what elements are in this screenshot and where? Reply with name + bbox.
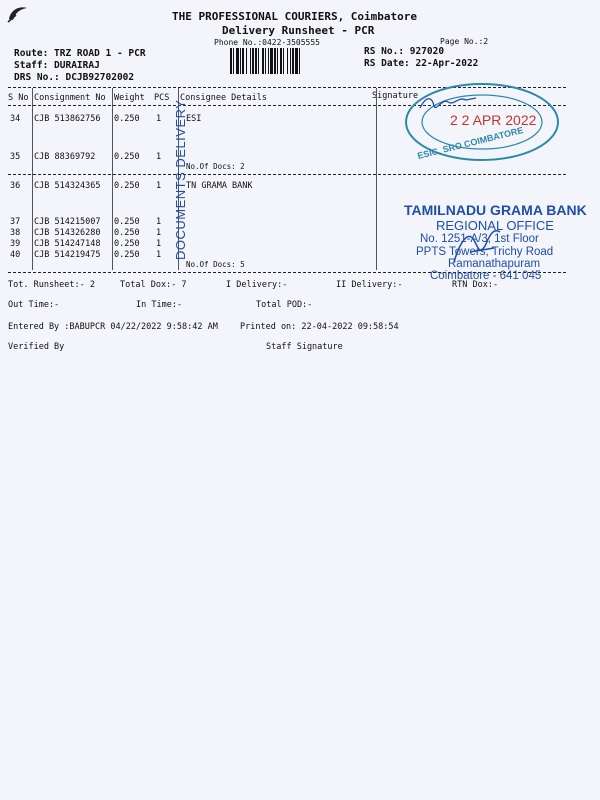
total-runsheet: Tot. Runsheet:- 2 xyxy=(8,280,95,290)
barcode-bar xyxy=(252,48,254,74)
consignee-name: TN GRAMA BANK xyxy=(186,181,253,191)
barcode-bar xyxy=(230,48,232,74)
consignee-name: ESI xyxy=(186,114,202,124)
table-row: 39 CJB 514247148 0.250 1 xyxy=(10,239,162,249)
col-signature: Signature xyxy=(372,91,419,101)
docs-count: No.Of Docs: 5 xyxy=(186,260,245,269)
rs-number: RS No.: 927020 xyxy=(364,46,445,57)
verified-by: Verified By xyxy=(8,342,65,352)
docs-count: No.Of Docs: 2 xyxy=(186,162,245,171)
table-row: 34 CJB 513862756 0.250 1 ESI xyxy=(10,114,202,124)
table-row: 37 CJB 514215007 0.250 1 xyxy=(10,217,162,227)
barcode-bar xyxy=(262,48,264,74)
barcode-bar xyxy=(287,48,288,74)
total-pod: Total POD:- xyxy=(256,300,313,310)
route: Route: TRZ ROAD 1 - PCR xyxy=(14,48,146,59)
group-rule xyxy=(8,174,566,175)
barcode-bar xyxy=(280,48,282,74)
bank-stamp-address: Coimbatore - 641 045 xyxy=(430,270,542,282)
table-row: 40 CJB 514219475 0.250 1 xyxy=(10,250,162,260)
out-time: Out Time:- xyxy=(8,300,60,310)
handwritten-signature xyxy=(418,92,478,114)
col-sno: S No xyxy=(8,93,29,103)
bank-stamp-address: Ramanathapuram xyxy=(448,258,541,270)
rtn-dox: RTN Dox:- xyxy=(452,280,499,290)
barcode-bar xyxy=(299,48,300,74)
handwritten-signature xyxy=(450,222,504,268)
company-logo xyxy=(6,4,30,27)
barcode-bar xyxy=(236,48,239,74)
barcode-bar xyxy=(290,48,291,74)
barcode-bar xyxy=(268,48,269,74)
barcode-bar xyxy=(255,48,257,74)
company-name: THE PROFESSIONAL COURIERS, Coimbatore xyxy=(172,10,418,23)
barcode-bar xyxy=(242,48,244,74)
table-row: 35 CJB 88369792 0.250 1 xyxy=(10,152,162,162)
i-delivery: I Delivery:- xyxy=(226,280,288,290)
rs-date: RS Date: 22-Apr-2022 xyxy=(364,58,479,69)
ii-delivery: II Delivery:- xyxy=(336,280,403,290)
staff-name: Staff: DURAIRAJ xyxy=(14,60,100,71)
bank-stamp-office: REGIONAL OFFICE xyxy=(436,218,554,233)
printed-on: Printed on: 22-04-2022 09:58:54 xyxy=(240,322,399,332)
drs-number: DRS No.: DCJB92702002 xyxy=(14,72,135,83)
phone-number: Phone No.:0422-3505555 xyxy=(214,38,320,47)
in-time: In Time:- xyxy=(136,300,183,310)
barcode-bar xyxy=(246,48,247,74)
table-row: 38 CJB 514326280 0.250 1 xyxy=(10,228,162,238)
barcode-bar xyxy=(250,48,251,74)
barcode-bar xyxy=(295,48,298,74)
barcode-bar xyxy=(265,48,266,74)
bank-stamp-name: TAMILNADU GRAMA BANK xyxy=(404,202,587,218)
barcode xyxy=(230,48,338,77)
barcode-bar xyxy=(274,48,276,74)
entered-by: Entered By :BABUPCR 04/22/2022 9:58:42 AM xyxy=(8,322,218,332)
barcode-bar xyxy=(277,48,278,74)
table-row: 36 CJB 514324365 0.250 1 TN GRAMA BANK xyxy=(10,181,253,191)
barcode-bar xyxy=(233,48,234,74)
barcode-bar xyxy=(240,48,241,74)
col-consignee-details: Consignee Details xyxy=(180,93,267,103)
barcode-bar xyxy=(283,48,284,74)
total-dox: Total Dox:- 7 xyxy=(120,280,187,290)
col-consignment-no: Consignment No xyxy=(34,93,106,103)
bank-stamp-address: No. 1251-A/3, 1st Floor xyxy=(420,233,539,245)
esic-ring-text: ESIC, SRO COIMBATORE xyxy=(416,125,525,161)
barcode-bar xyxy=(270,48,273,74)
col-weight: Weight xyxy=(114,93,145,103)
documents-delivery-stamp: DOCUMENTS DELIVERY xyxy=(173,99,188,260)
bank-stamp-address: PPTS Towers, Trichy Road xyxy=(416,246,554,258)
staff-signature: Staff Signature xyxy=(266,342,343,352)
date-stamp: 2 2 APR 2022 xyxy=(450,112,537,128)
col-pcs: PCS xyxy=(154,93,170,103)
barcode-bar xyxy=(258,48,259,74)
barcode-bar xyxy=(292,48,294,74)
page-number: Page No.:2 xyxy=(440,37,489,46)
document-title: Delivery Runsheet - PCR xyxy=(222,24,375,37)
